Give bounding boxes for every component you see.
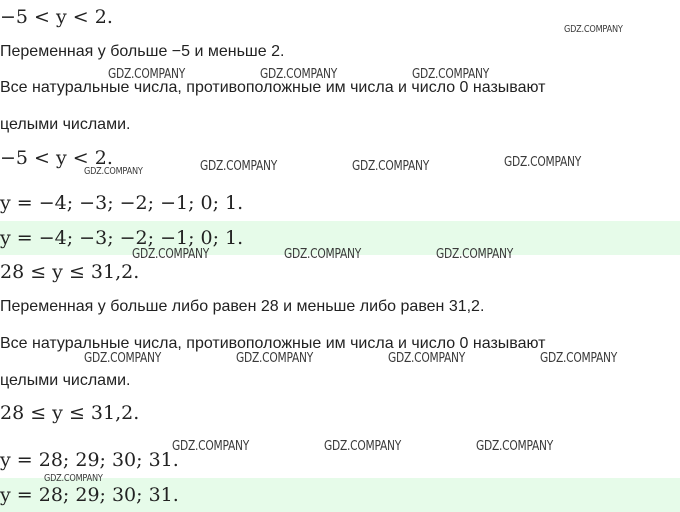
watermark: GDZ.COMPANY <box>84 166 143 177</box>
watermark: GDZ.COMPANY <box>44 473 103 484</box>
watermark: GDZ.COMPANY <box>132 247 210 262</box>
watermark: GDZ.COMPANY <box>284 247 362 262</box>
inequality-a: −5 < y < 2. <box>0 6 113 28</box>
watermark: GDZ.COMPANY <box>84 351 162 366</box>
watermark: GDZ.COMPANY <box>504 155 582 170</box>
watermark: GDZ.COMPANY <box>540 351 618 366</box>
answer-b: y = 28; 29; 30; 31. <box>0 449 179 471</box>
inequality-b: 28 ≤ y ≤ 31,2. <box>0 261 140 283</box>
watermark: GDZ.COMPANY <box>108 67 186 82</box>
inequality-b-repeat: 28 ≤ y ≤ 31,2. <box>0 402 140 424</box>
explanation-a: Переменная y больше −5 и меньше 2. <box>0 43 285 60</box>
watermark: GDZ.COMPANY <box>388 351 466 366</box>
inequality-a-repeat: −5 < y < 2. <box>0 147 113 169</box>
watermark: GDZ.COMPANY <box>436 247 514 262</box>
watermark: GDZ.COMPANY <box>260 67 338 82</box>
answer-a: y = −4; −3; −2; −1; 0; 1. <box>0 192 244 214</box>
answer-a-highlighted: y = −4; −3; −2; −1; 0; 1. <box>0 227 244 249</box>
watermark: GDZ.COMPANY <box>324 439 402 454</box>
watermark: GDZ.COMPANY <box>172 439 250 454</box>
watermark: GDZ.COMPANY <box>476 439 554 454</box>
definition-b-line1: Все натуральные числа, противоположные им числа и число 0 называют <box>0 335 546 352</box>
definition-b-line2: целыми числами. <box>0 372 131 389</box>
watermark: GDZ.COMPANY <box>200 159 278 174</box>
watermark: GDZ.COMPANY <box>412 67 490 82</box>
watermark: GDZ.COMPANY <box>564 24 623 35</box>
watermark: GDZ.COMPANY <box>352 159 430 174</box>
explanation-b: Переменная y больше либо равен 28 и меньше либо равен 31,2. <box>0 298 485 315</box>
definition-a-line1: Все натуральные числа, противоположные им числа и число 0 называют <box>0 79 546 96</box>
definition-a-line2: целыми числами. <box>0 116 131 133</box>
watermark: GDZ.COMPANY <box>236 351 314 366</box>
answer-b-highlighted: y = 28; 29; 30; 31. <box>0 484 179 506</box>
